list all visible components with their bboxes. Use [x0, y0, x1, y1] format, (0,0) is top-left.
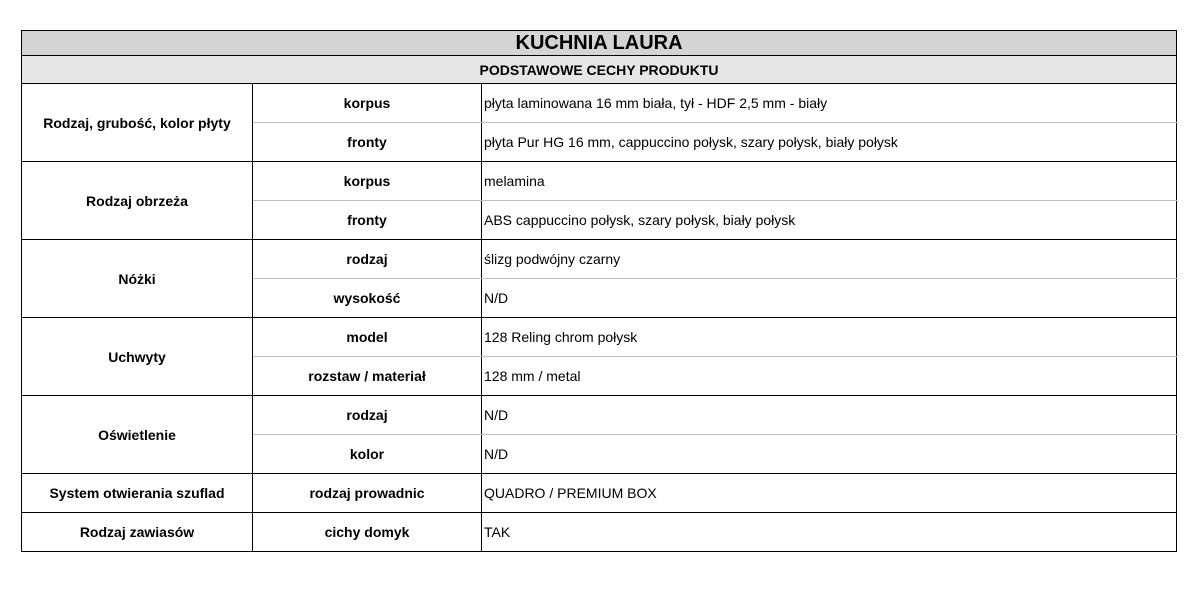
attribute-label: korpus — [253, 84, 482, 123]
title-row — [22, 31, 1177, 56]
attribute-value: N/D — [482, 435, 1177, 474]
group-label: Rodzaj obrzeża — [22, 162, 253, 240]
table-row — [22, 318, 1177, 357]
attribute-value: TAK — [482, 513, 1177, 552]
attribute-value: N/D — [482, 396, 1177, 435]
attribute-value: płyta Pur HG 16 mm, cappuccino połysk, szary połysk, biały połysk — [482, 123, 1177, 162]
attribute-label: fronty — [253, 123, 482, 162]
attribute-label: korpus — [253, 162, 482, 201]
group-label: Uchwyty — [22, 318, 253, 396]
attribute-label: rodzaj — [253, 396, 482, 435]
table-row — [22, 474, 1177, 513]
group-label: Nóżki — [22, 240, 253, 318]
table-row — [22, 240, 1177, 279]
subtitle-row — [22, 56, 1177, 84]
attribute-label: fronty — [253, 201, 482, 240]
product-spec-table — [21, 30, 1177, 552]
attribute-value: 128 mm / metal — [482, 357, 1177, 396]
attribute-value: QUADRO / PREMIUM BOX — [482, 474, 1177, 513]
table-row — [22, 162, 1177, 201]
attribute-value: ABS cappuccino połysk, szary połysk, biały połysk — [482, 201, 1177, 240]
attribute-label: rodzaj — [253, 240, 482, 279]
attribute-value: ślizg podwójny czarny — [482, 240, 1177, 279]
attribute-label: rodzaj prowadnic — [253, 474, 482, 513]
table-row — [22, 396, 1177, 435]
attribute-value: płyta laminowana 16 mm biała, tył - HDF 2,5 mm - biały — [482, 84, 1177, 123]
group-label: Rodzaj zawiasów — [22, 513, 253, 552]
attribute-label: kolor — [253, 435, 482, 474]
attribute-label: wysokość — [253, 279, 482, 318]
section-subtitle: PODSTAWOWE CECHY PRODUKTU — [22, 56, 1177, 84]
attribute-value: melamina — [482, 162, 1177, 201]
page-title: KUCHNIA LAURA — [22, 31, 1177, 56]
attribute-value: N/D — [482, 279, 1177, 318]
attribute-label: rozstaw / materiał — [253, 357, 482, 396]
table-row — [22, 513, 1177, 552]
table-row — [22, 84, 1177, 123]
group-label: Oświetlenie — [22, 396, 253, 474]
group-label: Rodzaj, grubość, kolor płyty — [22, 84, 253, 162]
attribute-label: model — [253, 318, 482, 357]
attribute-label: cichy domyk — [253, 513, 482, 552]
attribute-value: 128 Reling chrom połysk — [482, 318, 1177, 357]
group-label: System otwierania szuflad — [22, 474, 253, 513]
